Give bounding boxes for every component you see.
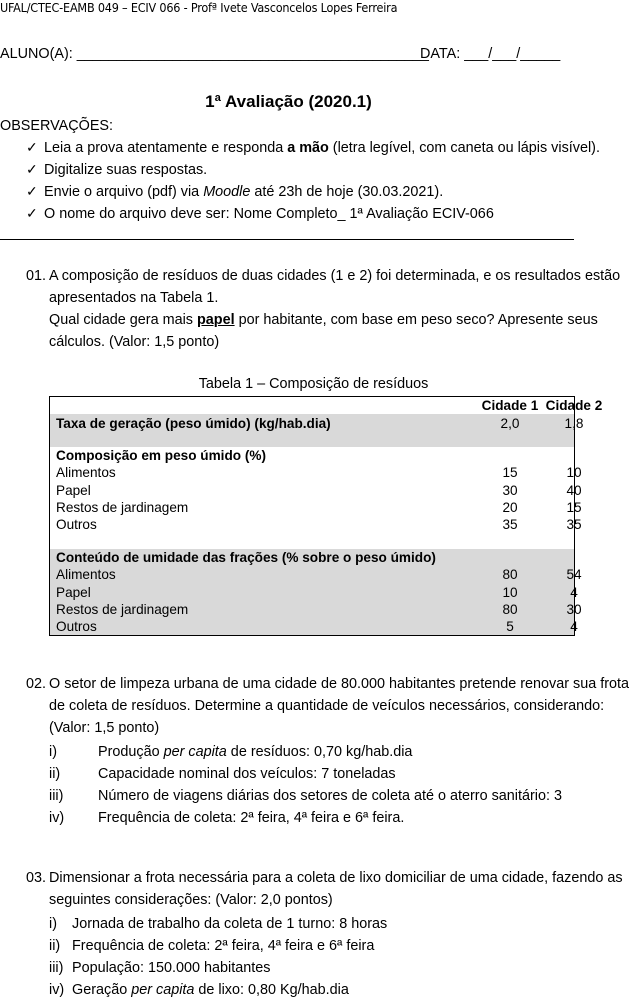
list-marker: iv) xyxy=(49,810,65,826)
cell-value: 30 xyxy=(502,482,518,498)
table-section-heading: Conteúdo de umidade das frações (% sobre o peso úmido) xyxy=(56,550,436,566)
column-header: Cidade 2 xyxy=(545,398,603,413)
checkmark-icon: ✓ xyxy=(26,139,38,155)
question-text: O setor de limpeza urbana de uma cidade de 80.000 habitantes pretende renovar sua frota xyxy=(49,676,629,692)
observation-item: ✓ Leia a prova atentamente e responda a mão (letra legível, com caneta ou lápis visível). xyxy=(26,139,600,156)
row-label: Outros xyxy=(56,516,97,532)
exam-title: 1ª Avaliação (2020.1) xyxy=(205,92,372,111)
observation-item: ✓ Envie o arquivo (pdf) via Moodle até 23h de hoje (30.03.2021). xyxy=(26,183,444,200)
list-marker: i) xyxy=(49,744,57,760)
question-text: (Valor: 1,5 ponto) xyxy=(49,720,160,736)
checkmark-icon: ✓ xyxy=(26,161,38,177)
question-number: 02. xyxy=(26,676,47,692)
table-section-heading: Composição em peso úmido (%) xyxy=(56,448,266,464)
question-text: seguintes considerações: (Valor: 2,0 pontos) xyxy=(49,892,333,908)
list-item-text: Frequência de coleta: 2ª feira, 4ª feira e 6ª feira. xyxy=(98,810,405,826)
table-row xyxy=(50,601,582,618)
table-row xyxy=(50,566,582,583)
date-field: DATA: ___/___/_____ xyxy=(420,46,561,62)
column-header: Cidade 1 xyxy=(481,398,539,413)
list-marker: i) xyxy=(49,916,57,932)
cell-value: 10 xyxy=(502,584,518,600)
observation-item: ✓ O nome do arquivo deve ser: Nome Completo_ 1ª Avaliação ECIV-066 xyxy=(26,205,494,222)
question-text: apresentados na Tabela 1. xyxy=(49,290,219,306)
cell-value: 4 xyxy=(570,584,578,600)
list-item-text: População: 150.000 habitantes xyxy=(72,960,271,976)
list-marker: iii) xyxy=(49,960,64,976)
cell-value: 15 xyxy=(502,465,518,481)
table-row: Taxa de geração (peso úmido) (kg/hab.dia) 2,0 1,8 xyxy=(50,414,574,433)
list-marker: ii) xyxy=(49,938,61,954)
checkmark-icon: ✓ xyxy=(26,183,38,199)
course-header: UFAL/CTEC-EAMB 049 – ECIV 066 - Profª Ivete Vasconcelos Lopes Ferreira xyxy=(0,0,398,15)
student-name-field: ALUNO(A): ____________________________________________ xyxy=(0,46,429,62)
cell-value: 40 xyxy=(566,482,582,498)
cell-value: 15 xyxy=(566,499,582,515)
table-row xyxy=(50,618,578,635)
observation-item: ✓ Digitalize suas respostas. xyxy=(26,161,208,178)
table-spacer xyxy=(50,533,574,549)
composition-table xyxy=(49,396,603,636)
table-row xyxy=(50,482,582,499)
table-shaded-section xyxy=(50,549,582,635)
row-label: Alimentos xyxy=(56,567,116,583)
list-item-text: Número de viagens diárias dos setores de coleta até o aterro sanitário: 3 xyxy=(98,788,562,804)
cell-value: 20 xyxy=(502,499,518,515)
list-marker: iv) xyxy=(49,982,65,998)
cell-value: 80 xyxy=(502,567,518,583)
cell-value: 80 xyxy=(502,601,518,617)
row-label: Papel xyxy=(56,482,91,498)
list-item-text: Capacidade nominal dos veículos: 7 toneladas xyxy=(98,766,396,782)
row-label: Papel xyxy=(56,584,91,600)
cell-value: 35 xyxy=(502,516,518,532)
list-marker: ii) xyxy=(49,766,61,782)
row-label: Restos de jardinagem xyxy=(56,499,189,515)
list-item-text: Frequência de coleta: 2ª feira, 4ª feira e 6ª feira xyxy=(72,938,375,954)
list-marker: iii) xyxy=(49,788,64,804)
question-text: cálculos. (Valor: 1,5 ponto) xyxy=(49,334,220,350)
cell-value: 35 xyxy=(566,516,582,532)
observations-heading: OBSERVAÇÕES: xyxy=(0,118,114,134)
checkmark-icon: ✓ xyxy=(26,205,38,221)
cell-value: 4 xyxy=(570,618,578,634)
cell-value: 30 xyxy=(566,601,582,617)
list-item-text: Jornada de trabalho da coleta de 1 turno: 8 horas xyxy=(72,916,388,932)
cell-value: 5 xyxy=(506,618,514,634)
question-text: A composição de resíduos de duas cidades (1 e 2) foi determinada, e os resultados estão xyxy=(49,268,621,284)
table-spacer xyxy=(50,433,574,447)
question-text: Dimensionar a frota necessária para a coleta de lixo domiciliar de uma cidade, fazendo as xyxy=(49,870,623,886)
question-text: de coleta de resíduos. Determine a quantidade de veículos necessários, considerando: xyxy=(49,698,605,714)
table-header-row xyxy=(50,397,603,414)
cell-value: 54 xyxy=(566,567,582,583)
table-row xyxy=(50,499,582,516)
table-row xyxy=(50,464,582,481)
row-label: Outros xyxy=(56,618,97,634)
list-item-text: Produção per capita de resíduos: 0,70 kg/hab.dia xyxy=(98,744,413,760)
list-item-text: Geração per capita de lixo: 0,80 Kg/hab.dia xyxy=(72,982,349,998)
table-caption: Tabela 1 – Composição de resíduos xyxy=(198,376,429,392)
table-row xyxy=(50,516,582,533)
table-row xyxy=(50,584,578,601)
question-number: 01. xyxy=(26,268,47,284)
question-text: Qual cidade gera mais papel por habitante, com base em peso seco? Apresente seus xyxy=(49,312,598,328)
divider xyxy=(0,239,574,240)
question-number: 03. xyxy=(26,870,47,886)
cell-value: 10 xyxy=(566,465,582,481)
row-label: Alimentos xyxy=(56,465,116,481)
row-label: Restos de jardinagem xyxy=(56,601,189,617)
